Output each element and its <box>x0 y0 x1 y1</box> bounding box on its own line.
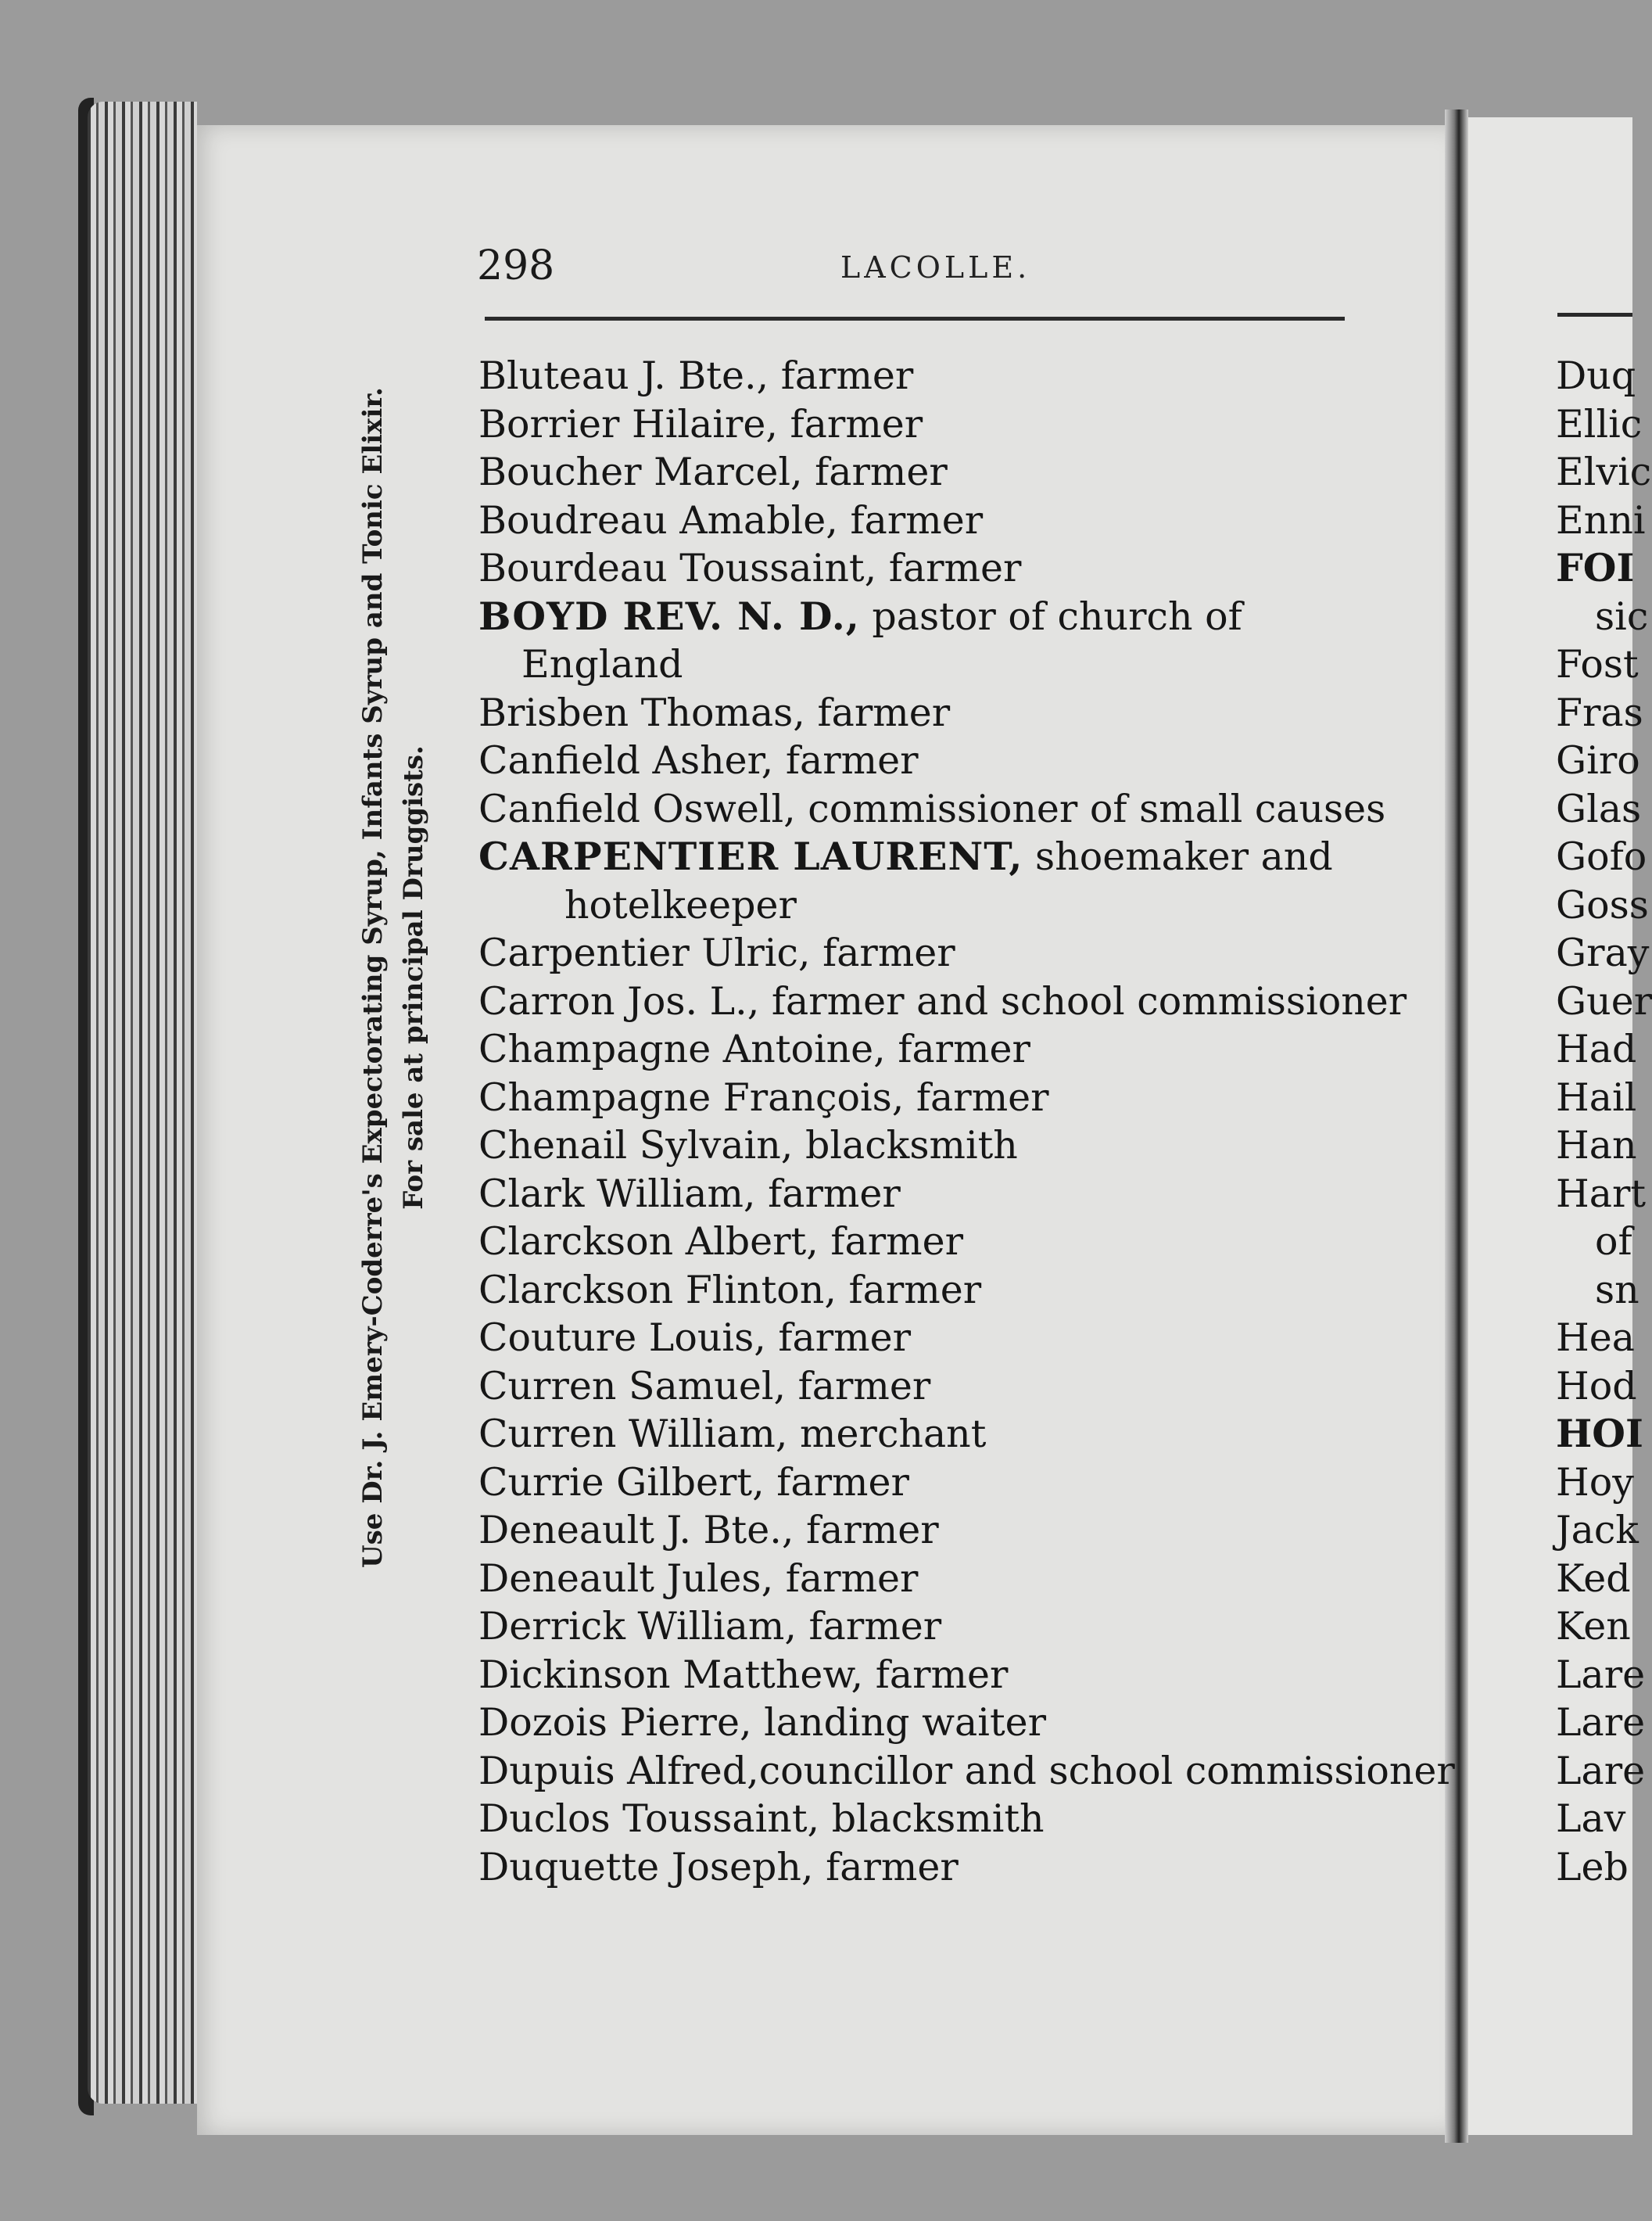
right-page-fragment: Ellic <box>1556 401 1643 447</box>
right-page-fragment: Lare <box>1556 1652 1646 1697</box>
right-page-fragment: Han <box>1556 1123 1637 1168</box>
right-page-fragment: Ked <box>1556 1555 1631 1601</box>
entry-occupation: farmer <box>904 1075 1049 1120</box>
right-page-fragment: FOI <box>1556 545 1635 590</box>
entry-name: Carpentier Ulric, <box>478 931 811 975</box>
entry-occupation: farmer <box>885 1027 1030 1071</box>
entry-name: Dickinson Matthew, <box>478 1652 864 1697</box>
entry-name: Boucher Marcel, <box>478 450 803 494</box>
right-page-entries <box>1556 352 1652 1891</box>
directory-entry <box>478 1074 1378 1122</box>
entry-occupation: pastor of church of <box>859 594 1242 639</box>
directory-entry <box>478 1025 1378 1074</box>
right-page-fragment: Gray <box>1556 931 1650 975</box>
right-page-fragment: Guer <box>1556 978 1652 1024</box>
directory-entry <box>478 1795 1378 1843</box>
directory-entry <box>478 1218 1378 1266</box>
entry-name: Bluteau J. Bte., <box>478 353 769 398</box>
directory-entry <box>478 1362 1378 1411</box>
entry-name: Canfield Asher, <box>478 738 774 783</box>
entry-occupation: blacksmith <box>819 1796 1045 1841</box>
right-page-fragment: Fras <box>1556 690 1643 735</box>
entry-name: Clarckson Flinton, <box>478 1267 837 1312</box>
directory-entry <box>478 1459 1378 1507</box>
entry-occupation: farmer <box>804 690 951 735</box>
right-page-fragment: Giro <box>1556 738 1640 783</box>
entry-name: Clarckson Albert, <box>478 1219 819 1264</box>
right-page-fragment: Hea <box>1556 1315 1635 1360</box>
entry-name: Champagne François, <box>478 1075 905 1120</box>
right-page-fragment: Duq <box>1556 353 1636 398</box>
entry-name: Chenail Sylvain, <box>478 1123 794 1168</box>
right-page-fragment: Hoy <box>1556 1459 1634 1505</box>
entry-name: Derrick William, <box>478 1604 797 1649</box>
side-ad-line-1: Use Dr. J. Emery-Coderre's Expectorating Syrup, Infants Syrup and Tonic Elixir. <box>357 387 389 1568</box>
directory-entry <box>478 737 1378 785</box>
right-page-fragment: Goss <box>1556 882 1649 928</box>
entry-occupation: farmer <box>765 1315 912 1360</box>
entry-occupation: commissioner of small causes <box>795 786 1386 831</box>
directory-entry <box>478 1266 1378 1315</box>
entry-name: Curren William, <box>478 1412 788 1456</box>
entry-occupation: farmer <box>769 353 914 398</box>
directory-entry <box>478 400 1378 449</box>
right-page-fragment: Enni <box>1556 497 1646 543</box>
entry-occupation: farmer <box>764 1459 909 1505</box>
entry-name: Deneault J. Bte., <box>478 1508 794 1552</box>
right-page-fragment: Jack <box>1556 1508 1639 1552</box>
entry-occupation: farmer <box>773 738 919 783</box>
entry-occupation: farmer <box>794 1508 939 1552</box>
entry-name: Canfield Oswell, <box>478 786 796 831</box>
entry-name: Dozois Pierre, <box>478 1700 752 1745</box>
page-header <box>477 242 1337 289</box>
entry-occupation: farmer <box>773 1555 919 1601</box>
entry-continuation: hotelkeeper <box>564 882 797 928</box>
running-head: LACOLLE. <box>840 250 1031 285</box>
header-rule <box>485 317 1345 321</box>
entry-occupation: farmer <box>777 401 923 447</box>
entry-name: Brisben Thomas, <box>478 690 805 735</box>
entry-occupation: farmer <box>837 497 984 543</box>
entry-name: Deneault Jules, <box>478 1555 774 1601</box>
directory-entry <box>478 1506 1378 1555</box>
entry-name: Dupuis Alfred, <box>478 1748 759 1793</box>
entry-occupation: farmer <box>802 450 948 494</box>
directory-entry <box>478 1699 1378 1747</box>
book-gutter <box>1445 109 1468 2143</box>
entry-name: Clark William, <box>478 1171 756 1216</box>
side-ad-line-2: For sale at principal Druggists. <box>398 745 429 1210</box>
right-page-fragment: Hail <box>1556 1075 1637 1120</box>
directory-entry <box>478 352 1378 400</box>
entry-name: Champagne Antoine, <box>478 1027 886 1071</box>
entry-name: Currie Gilbert, <box>478 1459 765 1505</box>
right-page-fragment: Hod <box>1556 1363 1637 1408</box>
entry-occupation: farmer <box>813 1844 959 1889</box>
directory-entry <box>478 929 1378 978</box>
entry-name: Bourdeau Toussaint, <box>478 546 877 590</box>
entry-name: Boudreau Amable, <box>478 497 838 543</box>
right-page-fragment: sn <box>1595 1267 1639 1312</box>
entry-occupation: landing waiter <box>751 1700 1047 1745</box>
entry-name: Duclos Toussaint, <box>478 1796 820 1841</box>
entry-name: Carron Jos. L., <box>478 978 760 1024</box>
directory-entry <box>478 544 1378 593</box>
directory-entry <box>478 1170 1378 1218</box>
entry-occupation: farmer <box>836 1267 982 1312</box>
entry-occupation: farmer <box>876 546 1022 590</box>
directory-entry <box>478 1651 1378 1699</box>
right-page-fragment: Ken <box>1556 1604 1631 1649</box>
entry-name: Couture Louis, <box>478 1315 766 1360</box>
right-header-rule <box>1557 313 1632 317</box>
side-advertisement <box>357 313 443 1642</box>
entry-name: Curren Samuel, <box>478 1363 787 1408</box>
directory-entry <box>478 593 1378 641</box>
right-page-fragment: of <box>1595 1219 1632 1264</box>
entry-occupation: farmer and school commissioner <box>759 978 1407 1024</box>
directory-entry <box>478 1602 1378 1651</box>
right-page-fragment: Hart <box>1556 1171 1647 1216</box>
directory-entry <box>478 448 1378 497</box>
right-page-fragment: Elvic <box>1556 450 1652 494</box>
page-number: 298 <box>477 242 555 289</box>
directory-entry <box>478 978 1407 1026</box>
entry-occupation: farmer <box>863 1652 1009 1697</box>
entry-occupation: farmer <box>796 1604 942 1649</box>
directory-entry <box>478 689 1378 737</box>
right-page-fragment: HOI <box>1556 1411 1643 1456</box>
directory-entry <box>478 785 1386 834</box>
entry-occupation: farmer <box>755 1171 901 1216</box>
entry-occupation: merchant <box>787 1412 987 1456</box>
directory-entry <box>478 1410 1378 1459</box>
right-page-fragment: Had <box>1556 1027 1637 1071</box>
right-page-fragment: Glas <box>1556 786 1642 831</box>
directory-entry <box>478 1121 1378 1170</box>
right-page-fragment: Fost <box>1556 642 1639 687</box>
directory-entry <box>478 1747 1455 1796</box>
right-page-fragment: Gofo <box>1556 834 1647 879</box>
entry-occupation: farmer <box>786 1363 931 1408</box>
entry-name: Borrier Hilaire, <box>478 401 778 447</box>
directory-entries <box>478 352 1455 1891</box>
entry-occupation: shoemaker and <box>1023 834 1333 879</box>
entry-name: BOYD REV. N. D., <box>478 593 860 639</box>
right-page-fragment: Leb <box>1556 1844 1629 1889</box>
entry-occupation: councillor and school commissioner <box>758 1748 1455 1793</box>
directory-entry <box>478 497 1378 545</box>
entry-name: Duquette Joseph, <box>478 1844 814 1889</box>
page-stack <box>88 102 197 2104</box>
right-page-fragment: Lav <box>1556 1796 1626 1841</box>
right-page-fragment: sic <box>1595 594 1649 639</box>
directory-entry <box>478 1555 1378 1603</box>
entry-occupation: blacksmith <box>793 1123 1018 1168</box>
directory-entry <box>478 1843 1378 1892</box>
directory-entry <box>478 1314 1378 1362</box>
entry-occupation: farmer <box>810 931 955 975</box>
entry-continuation: England <box>521 642 683 687</box>
directory-entry <box>478 833 1378 881</box>
right-page-fragment: Lare <box>1556 1700 1646 1745</box>
right-page-fragment: Lare <box>1556 1748 1646 1793</box>
entry-occupation: farmer <box>818 1219 964 1264</box>
entry-name: CARPENTIER LAURENT, <box>478 834 1023 879</box>
